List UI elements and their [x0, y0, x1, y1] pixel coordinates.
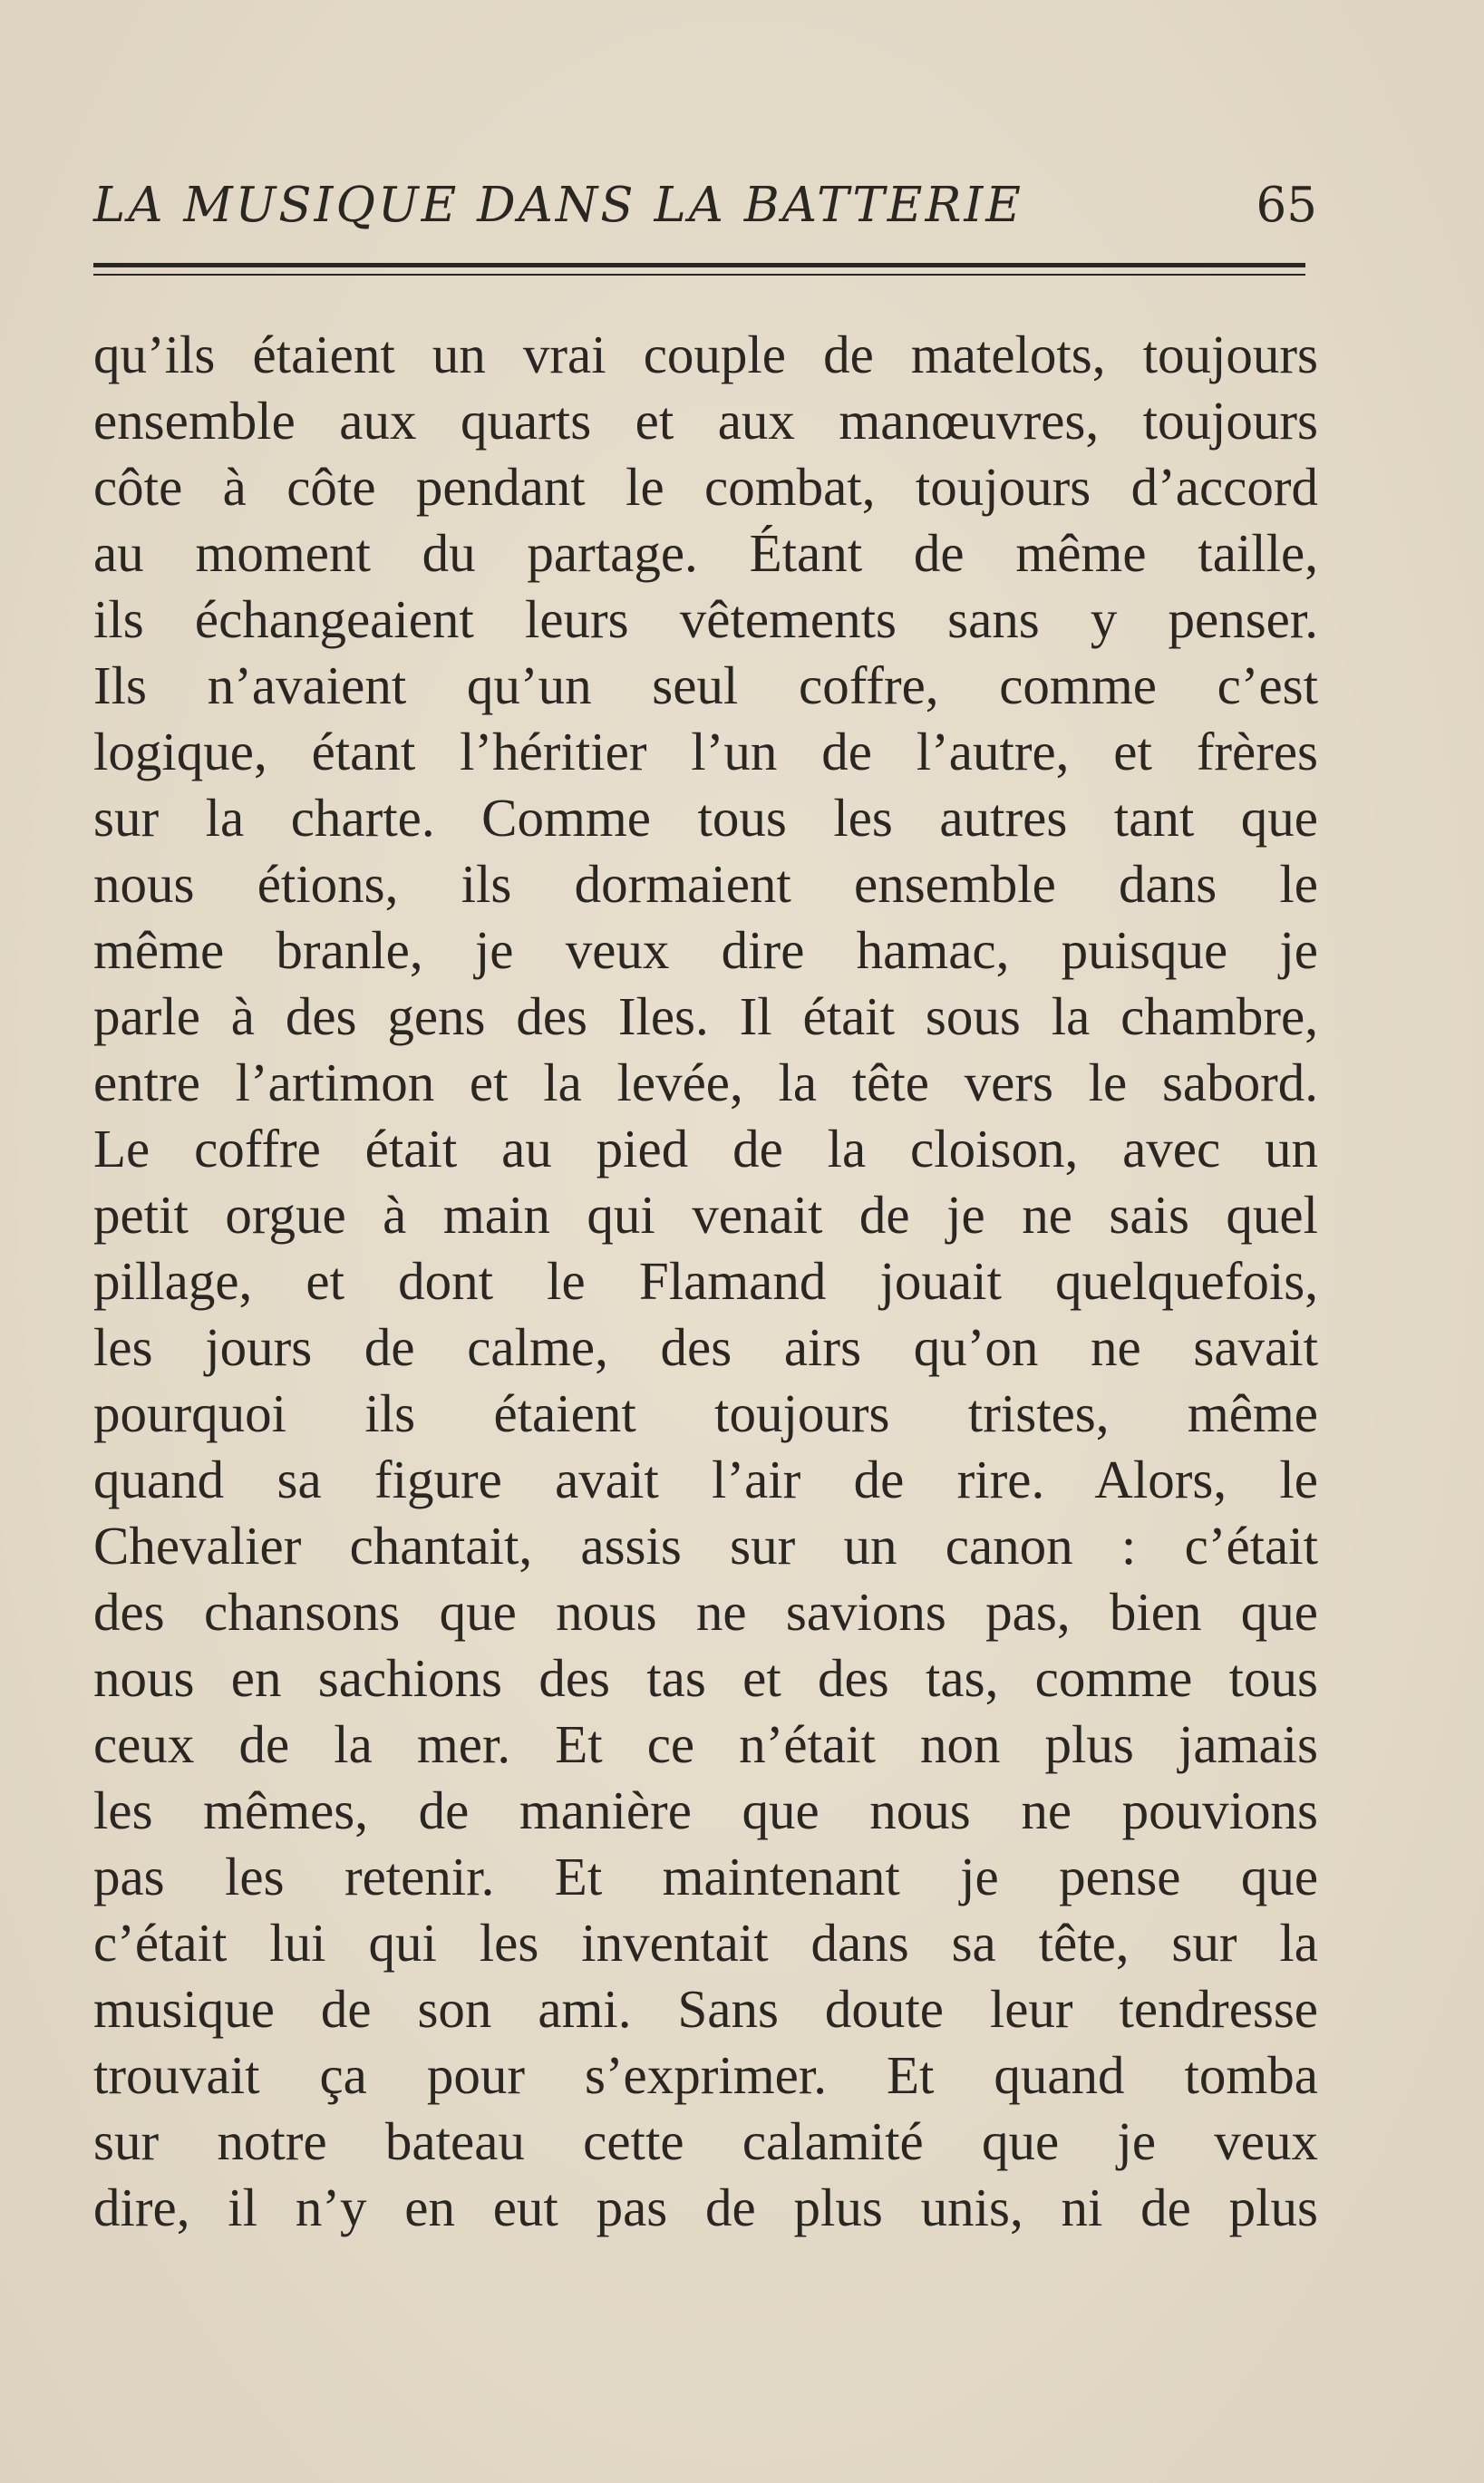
running-title: LA MUSIQUE DANS LA BATTERIE	[93, 178, 1023, 233]
text-line: au moment du partage. Étant de même taille,	[93, 523, 1318, 583]
text-line: même branle, je veux dire hamac, puisque je	[93, 920, 1318, 980]
text-line: petit orgue à main qui venait de je ne sais quel	[93, 1185, 1318, 1245]
header-rule-thick	[93, 263, 1305, 267]
text-line: quand sa figure avait l’air de rire. Alors, le	[93, 1450, 1318, 1509]
running-head	[93, 174, 1317, 238]
text-line: sur la charte. Comme tous les autres tant que	[93, 788, 1318, 848]
text-line: les mêmes, de manière que nous ne pouvions	[93, 1780, 1318, 1840]
text-line: logique, étant l’héritier l’un de l’autre, et frères	[93, 722, 1318, 781]
text-line: sur notre bateau cette calamité que je veux	[93, 2111, 1318, 2171]
text-line: trouvait ça pour s’exprimer. Et quand tomba	[93, 2045, 1318, 2105]
text-line: nous en sachions des tas et des tas, comme tous	[93, 1648, 1318, 1708]
body-text	[93, 322, 1318, 2241]
text-line: qu’ils étaient un vrai couple de matelots, toujours	[93, 325, 1318, 384]
text-line: nous étions, ils dormaient ensemble dans le	[93, 854, 1318, 914]
text-line: ceux de la mer. Et ce n’était non plus jamais	[93, 1714, 1318, 1774]
header-rule-thin	[93, 274, 1305, 276]
text-line: Ils n’avaient qu’un seul coffre, comme c’est	[93, 655, 1318, 715]
text-line: musique de son ami. Sans doute leur tendresse	[93, 1979, 1318, 2039]
text-line: Le coffre était au pied de la cloison, avec un	[93, 1119, 1318, 1178]
text-line: pillage, et dont le Flamand jouait quelquefois,	[93, 1251, 1318, 1311]
text-line: dire, il n’y en eut pas de plus unis, ni de plus	[93, 2177, 1318, 2237]
text-line: les jours de calme, des airs qu’on ne savait	[93, 1317, 1318, 1377]
text-line: ils échangeaient leurs vêtements sans y penser.	[93, 589, 1318, 649]
text-line: parle à des gens des Iles. Il était sous la chambre,	[93, 986, 1318, 1046]
text-line: entre l’artimon et la levée, la tête vers le sabord.	[93, 1052, 1318, 1112]
text-line: des chansons que nous ne savions pas, bien que	[93, 1582, 1318, 1642]
text-line: pourquoi ils étaient toujours tristes, même	[93, 1383, 1318, 1443]
text-line: ensemble aux quarts et aux manœuvres, toujours	[93, 391, 1318, 451]
text-line: c’était lui qui les inventait dans sa tête, sur la	[93, 1913, 1318, 1973]
text-line: côte à côte pendant le combat, toujours d’accord	[93, 457, 1318, 517]
text-line: pas les retenir. Et maintenant je pense que	[93, 1847, 1318, 1906]
text-line: Chevalier chantait, assis sur un canon : c’était	[93, 1516, 1318, 1576]
page-number: 65	[1256, 178, 1317, 233]
